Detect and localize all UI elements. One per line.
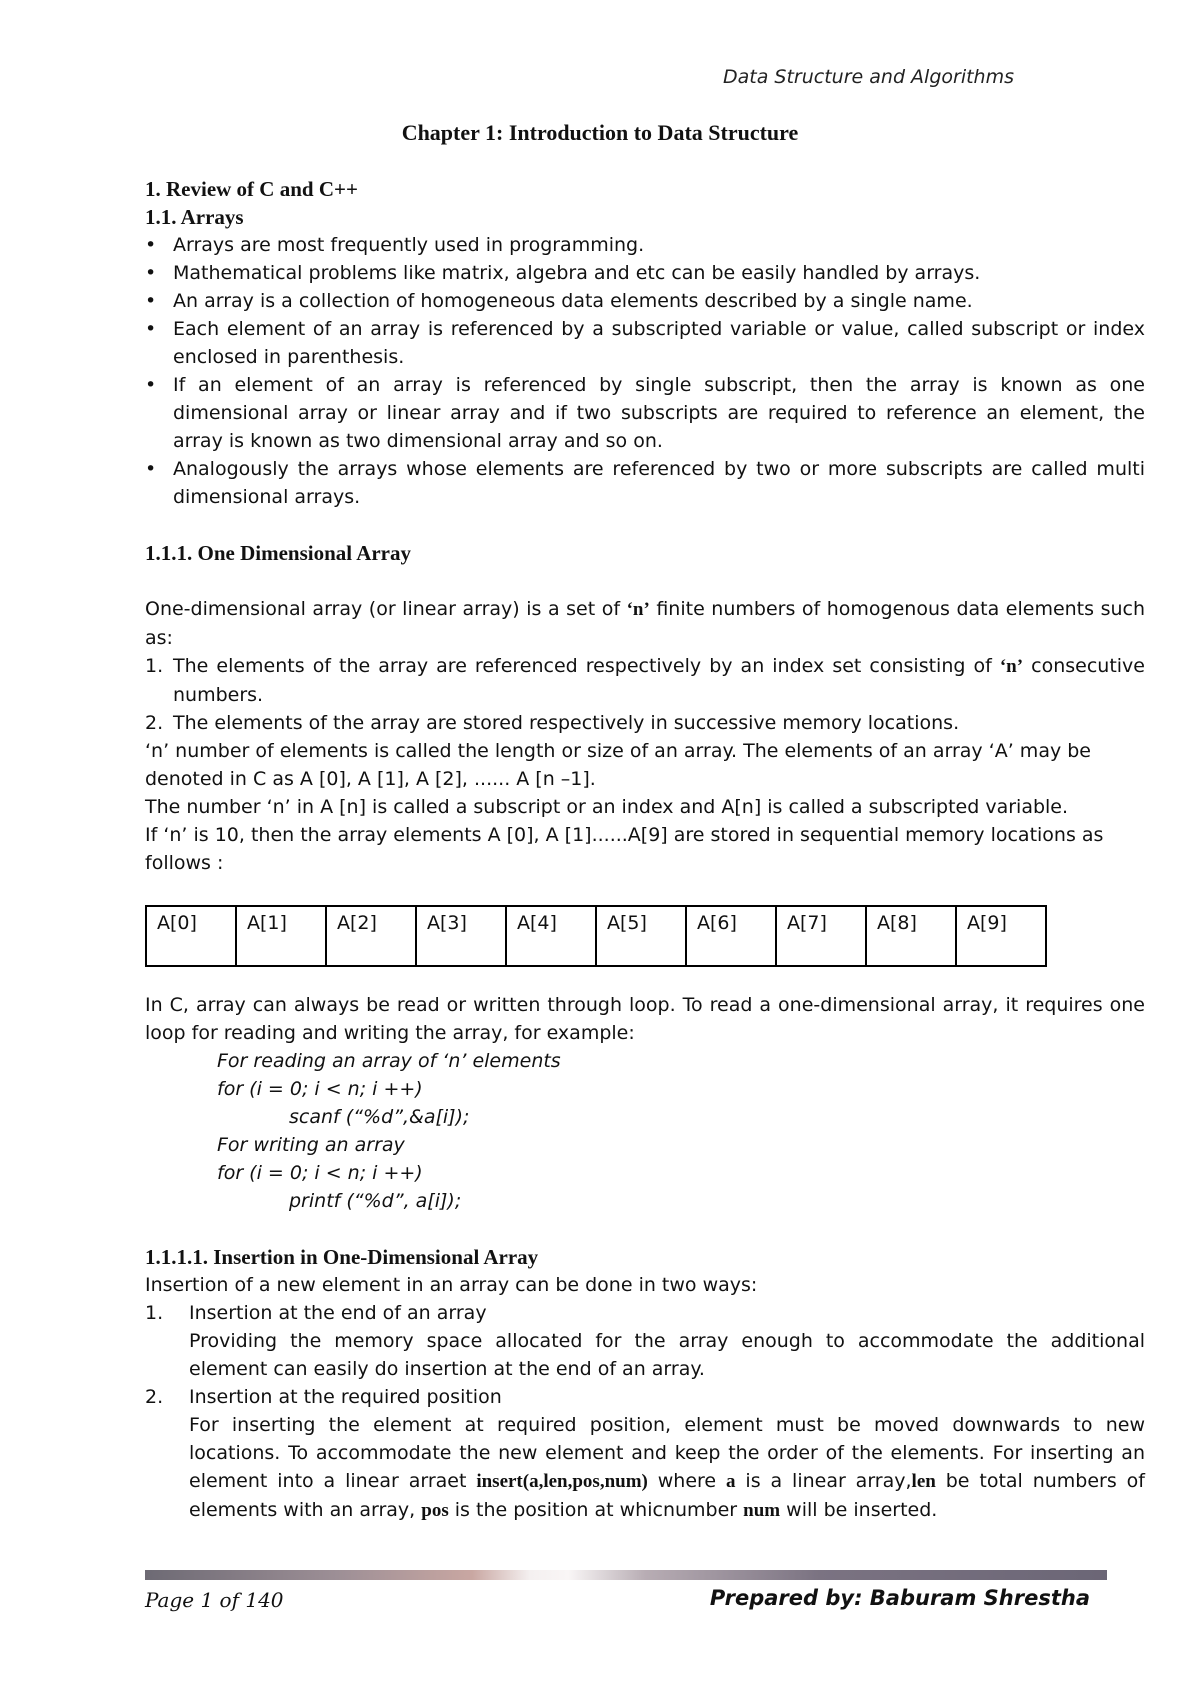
section-1-1-1-1-heading: 1.1.1.1. Insertion in One-Dimensional Array [145,1245,539,1269]
paragraph: If ‘n’ is 10, then the array elements A [0], A [1]......A[9] are stored in sequential memory locations as follows : [145,824,1104,874]
bullet-item: • Arrays are most frequently used in programming. [145,231,1145,259]
array-cell: A[6] [686,906,776,966]
array-cell: A[2] [326,906,416,966]
paragraph: Insertion of a new element in an array can be done in two ways: [145,1274,758,1296]
list-item: 1. The elements of the array are referenced respectively by an index set consisting of ‘n’ consecutive numbers. [145,655,1145,706]
running-header: Data Structure and Algorithms [723,66,1014,88]
arrays-bullet-list [145,231,1145,511]
section-1-heading: 1. Review of C and C++ [145,177,358,201]
array-cell: A[4] [506,906,596,966]
bullet-item: • Mathematical problems like matrix, algebra and etc can be easily handled by arrays. [145,259,1145,287]
one-dim-intro: One-dimensional array (or linear array) is a set of ‘n’ finite numbers of homogenous data elements such as: [145,598,1145,649]
list-item: 2. The elements of the array are stored respectively in successive memory locations. [145,712,960,734]
array-cell: A[5] [596,906,686,966]
paragraph: ‘n’ number of elements is called the length or size of an array. The elements of an array ‘A’ may be denoted in C as A [0], A [1], A [2], ...... A [n –1]. [145,740,1091,790]
code-line: scanf (“%d”,&a[i]); [289,1106,470,1128]
code-comment: For reading an array of ‘n’ elements [217,1050,561,1072]
array-cell: A[0] [146,906,236,966]
list-item: 2. Insertion at the required position For inserting the element at required position, element must be moved downwards to new locations. To accommodate the new element and keep the order of the elements. For inserting an element into a linear arraet insert(a,len,pos,num) where a is a linear array,len be total numbers of elements with an array, pos is the position at whicnumber num will be inserted. [145,1386,1145,1521]
bullet-item: • An array is a collection of homogeneous data elements described by a single name. [145,287,1145,315]
array-cell: A[8] [866,906,956,966]
paragraph: The number ‘n’ in A [n] is called a subscript or an index and A[n] is called a subscripted variable. [145,796,1069,818]
bullet-item: • Analogously the arrays whose elements are referenced by two or more subscripts are called multi dimensional arrays. [145,455,1145,511]
array-cell: A[7] [776,906,866,966]
code-comment: For writing an array [217,1134,405,1156]
insertion-methods-list [145,1299,1145,1525]
array-cell: A[1] [236,906,326,966]
section-1-1-1-heading: 1.1.1. One Dimensional Array [145,541,411,565]
bullet-item: • If an element of an array is referenced by single subscript, then the array is known as one dimensional array or linear array and if two subscripts are required to reference an element, the array is known as two dimensional array and so on. [145,371,1145,455]
array-cell: A[3] [416,906,506,966]
code-line: for (i = 0; i < n; i ++) [217,1162,423,1184]
array-cell: A[9] [956,906,1046,966]
one-dim-properties-list [145,652,1145,737]
section-1-1-heading: 1.1. Arrays [145,205,244,229]
footer-divider [145,1570,1107,1580]
bullet-item: • Each element of an array is referenced by a subscripted variable or value, called subscript or index enclosed in parenthesis. [145,315,1145,371]
page-content [145,175,1145,1525]
array-memory-table [145,905,1047,967]
author-credit: Prepared by: Baburam Shrestha [709,1586,1090,1610]
chapter-title: Chapter 1: Introduction to Data Structure [401,120,799,145]
table-row [146,906,1046,966]
list-item: 1. Insertion at the end of an array Providing the memory space allocated for the array enough to accommodate the additional element can easily do insertion at the end of an array. [145,1302,1145,1380]
page-number: Page 1 of 140 [145,1588,284,1612]
paragraph: In C, array can always be read or written through loop. To read a one-dimensional array, it requires one loop for reading and writing the array, for example: [145,994,1145,1044]
code-line: for (i = 0; i < n; i ++) [217,1078,423,1100]
code-line: printf (“%d”, a[i]); [289,1190,462,1212]
